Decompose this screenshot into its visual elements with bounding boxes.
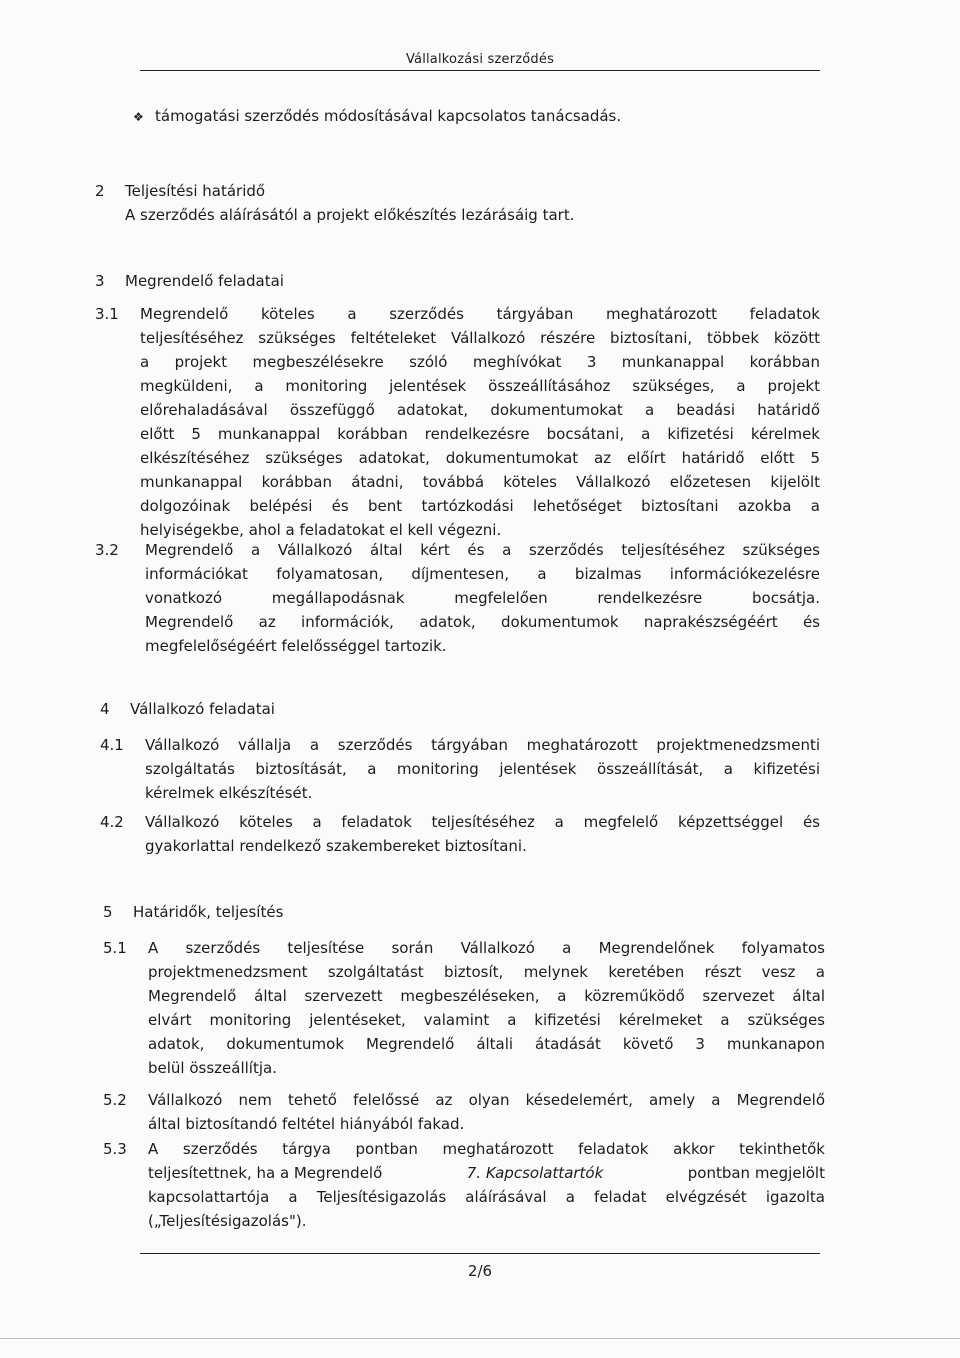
clause-line: munkanappal korábban átadni, továbbá köteles Vállalkozó előzetesen kijelölt [140,473,820,491]
section-title: Határidők, teljesítés [133,903,284,921]
clause-line: elkészítéséhez szükséges adatokat, dokumentumokat az előírt határidő előtt 5 [140,449,820,467]
clause-text [148,936,825,1080]
clause-number: 4.2 [100,813,124,831]
clause-line: A szerződés teljesítése során Vállalkozó a Megrendelőnek folyamatos [148,939,825,957]
clause-line: helyiségekbe, ahol a feladatokat el kell végezni. [140,521,502,539]
page-number: 2/6 [467,1262,493,1280]
section-number: 4 [100,700,110,718]
clause-text [140,302,820,542]
clause-number: 3.2 [95,541,119,559]
clause-line: információkat folyamatosan, díjmentesen, a bizalmas információkezelésre [145,565,820,583]
clause-line: a projekt megbeszélésekre szóló meghívókat 3 munkanappal korábban [140,353,820,371]
clause-number: 5.2 [103,1091,127,1109]
section-title: Megrendelő feladatai [125,272,284,290]
clause-line: Vállalkozó vállalja a szerződés tárgyában meghatározott projektmenedzsmenti [145,736,820,754]
cross-reference: 7. Kapcsolattartók [466,1164,604,1182]
section-number: 3 [95,272,105,290]
scan-edge-line [0,1338,960,1339]
clause-line: előrehaladásával összefüggő adatokat, dokumentumokat a beadási határidő [140,401,820,419]
clause-line: megküldeni, a monitoring jelentések összeállításához szükséges, a projekt [140,377,820,395]
clause-number: 4.1 [100,736,124,754]
bullet-text: támogatási szerződés módosításával kapcsolatos tanácsadás. [155,107,622,125]
clause-line: teljesítéséhez szükséges feltételeket Vállalkozó részére biztosítani, többek között [140,329,820,347]
clause-line: szolgáltatás biztosítását, a monitoring jelentések összeállítását, a kifizetési [145,760,820,778]
clause-number: 5.3 [103,1140,127,1158]
clause-text [145,538,820,658]
clause-line: Vállalkozó köteles a feladatok teljesítéséhez a megfelelő képzettséggel és [145,813,820,831]
clause-line: Megrendelő köteles a szerződés tárgyában meghatározott feladatok [140,305,820,323]
section-title: Teljesítési határidő [125,182,266,200]
header-rule [140,70,820,71]
clause-line: belül összeállítja. [148,1059,277,1077]
clause-line: A szerződés tárgya pontban meghatározott feladatok akkor tekinthetők [148,1140,825,1158]
clause-line: dolgozóinak belépési és bent tartózkodási lehetőséget biztosítani azokba a [140,497,820,515]
bullet-item [133,105,621,128]
clause-line: adatok, dokumentumok Megrendelő általi átadását követő 3 munkanapon [148,1035,825,1053]
clause-line: projektmenedzsment szolgáltatást biztosít, melynek keretében részt vesz a [148,963,825,981]
clause-text [148,1137,825,1233]
clause-line: előtt 5 munkanappal korábban rendelkezésre bocsátani, a kifizetési kérelmek [140,425,820,443]
section-2-body: A szerződés aláírásától a projekt előkészítés lezárásáig tart. [125,206,575,224]
clause-text [145,733,820,805]
clause-line-part: teljesítettnek, ha a Megrendelő [148,1164,383,1182]
diamond-bullet-icon: ❖ [133,110,144,124]
clause-line: Megrendelő az információk, adatok, dokumentumok naprakészségéért és [145,613,820,631]
clause-line: Megrendelő által szervezett megbeszéléseken, a közreműködő szervezet által [148,987,825,1005]
clause-text [148,1088,825,1136]
clause-line: vonatkozó megállapodásnak megfelelően rendelkezésre bocsátja. [145,589,820,607]
clause-line: gyakorlattal rendelkező szakembereket biztosítani. [145,837,527,855]
clause-line: által biztosítandó feltétel hiányából fakad. [148,1115,465,1133]
clause-text [145,810,820,858]
clause-line: elvárt monitoring jelentéseket, valamint a kifizetési kérelmeket a szükséges [148,1011,825,1029]
running-header: Vállalkozási szerződés [405,52,555,67]
section-title: Vállalkozó feladatai [130,700,275,718]
section-number: 2 [95,182,105,200]
clause-number: 3.1 [95,305,119,323]
clause-line [148,1161,825,1185]
clause-line: kapcsolattartója a Teljesítésigazolás aláírásával a feladat elvégzését igazolta [148,1188,825,1206]
section-number: 5 [103,903,113,921]
clause-number: 5.1 [103,939,127,957]
clause-line: Megrendelő a Vállalkozó által kért és a szerződés teljesítéséhez szükséges [145,541,820,559]
footer-rule [140,1253,820,1254]
clause-line-part: pontban megjelölt [687,1164,825,1182]
clause-line: kérelmek elkészítését. [145,784,313,802]
clause-line: Vállalkozó nem tehető felelőssé az olyan késedelemért, amely a Megrendelő [148,1091,825,1109]
clause-line: („Teljesítésigazolás"). [148,1212,307,1230]
clause-line: megfelelőségéért felelősséggel tartozik. [145,637,447,655]
